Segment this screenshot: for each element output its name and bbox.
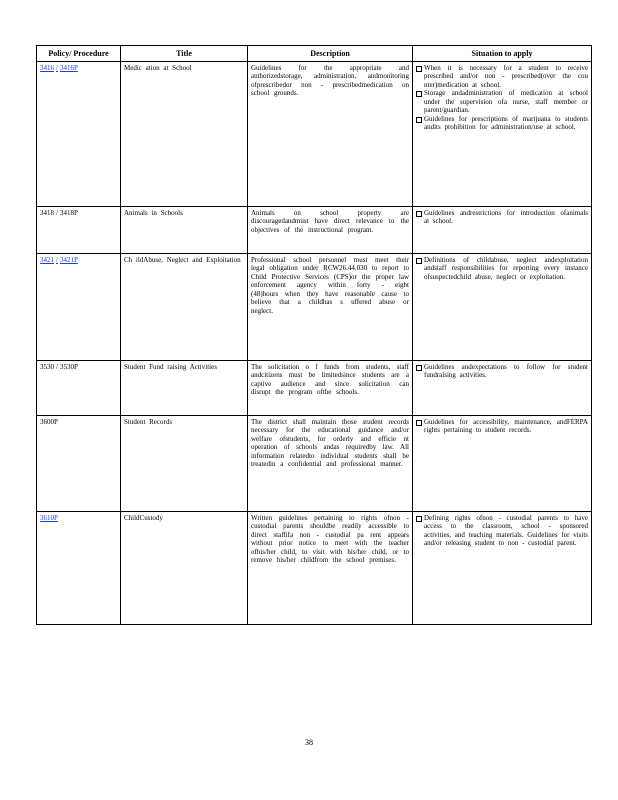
situation-list [416, 64, 588, 132]
situation-item: Guidelines for prescriptions of marijuana to students andits prohibition for administration/use at school. [416, 115, 588, 132]
header-title: Title [121, 46, 248, 62]
title-cell: Student Fund raising Activities [121, 360, 248, 415]
policy-separator: / [56, 208, 58, 217]
policy-code: 3600P [40, 417, 58, 426]
policy-cell [37, 415, 121, 511]
policy-cell [37, 206, 121, 253]
page-number: 38 [305, 738, 313, 747]
situation-item: Guidelines for accessibility, maintenance, andFERPA rights pertaining to student records. [416, 418, 588, 435]
title-cell: Ch ildAbuse, Neglect and Exploitation [121, 253, 248, 360]
description-cell: The district shall maintain those student records necessary for the educational guidance and/or welfare ofstudents, for orderly and efficie nt operation of schools andas requiredby law. All information relatedto individual students shall be treatedin a confidential and professional manner. [248, 415, 413, 511]
situation-item: Guidelines andrestrictions for introduction ofanimals at school. [416, 209, 588, 226]
situation-list [416, 256, 588, 282]
policy-separator: / [56, 255, 58, 264]
title-cell: Animals in Schools [121, 206, 248, 253]
table-row [37, 511, 592, 624]
situation-item: When it is necessary for a student to receive prescribed and/or non - prescribed(over the cou nter)medication at school. [416, 64, 588, 90]
policy-code[interactable]: 3416 [40, 63, 54, 72]
title-cell: ChildCustody [121, 511, 248, 624]
policy-separator: / [56, 63, 58, 72]
policy-cell [37, 360, 121, 415]
description-cell: Professional school personnel must meet their legal obligation under RCW26.44.030 to report to Child Protective Services (CPS)or the proper law enforcement agency within forty - eight (48)hours when they have reasonable cause to believe that a childhas s uffered abuse or neglect. [248, 253, 413, 360]
policy-code: 3418 [40, 208, 54, 217]
situation-list [416, 363, 588, 380]
situation-cell [413, 415, 592, 511]
header-policy: Policy/ Procedure [37, 46, 121, 62]
situation-item: Guidelines andexpectations to follow for student fundraising activities. [416, 363, 588, 380]
policy-separator: / [56, 362, 58, 371]
situation-list [416, 418, 588, 435]
header-description: Description [248, 46, 413, 62]
situation-list [416, 209, 588, 226]
situation-cell [413, 206, 592, 253]
table-row [37, 206, 592, 253]
situation-item: Storage andadministration of medication at school under the supervision ofa nurse, staff member or parent/guardian. [416, 89, 588, 115]
situation-cell [413, 61, 592, 206]
procedure-code: 3530P [59, 362, 78, 371]
description-cell: Guidelines for the appropriate and authorizedstorage, administration, andmonitoring ofprescribedor non - prescribedmedication on school grounds. [248, 61, 413, 206]
description-cell: Written guidelines pertaining to rights ofnon - custodial parents shouldbe readily accessible to direct staffifa non - custodial pa rent appears without prior notice to meet with the teacher ofhis/her child, to visit with his/her child, or to remove his/her childfrom the school premises. [248, 511, 413, 624]
policy-table [36, 45, 592, 625]
table-row [37, 415, 592, 511]
situation-cell [413, 511, 592, 624]
policy-cell [37, 511, 121, 624]
policy-cell [37, 61, 121, 206]
title-cell: Student Records [121, 415, 248, 511]
header-situation: Situation to apply [413, 46, 592, 62]
situation-cell [413, 253, 592, 360]
policy-code[interactable]: 3421 [40, 255, 54, 264]
title-cell: Medic ation at School [121, 61, 248, 206]
situation-cell [413, 360, 592, 415]
procedure-code[interactable]: 3416P [59, 63, 78, 72]
table-row [37, 360, 592, 415]
policy-cell [37, 253, 121, 360]
policy-code: 3530 [40, 362, 54, 371]
situation-list [416, 514, 588, 548]
procedure-code[interactable]: 3421P [59, 255, 78, 264]
situation-item: Defining rights ofnon - custodial parents to have access to the classroom, school - sponsored activities, and teaching materials. Guidelines for visits and/or releasing student to non - custodial parent. [416, 514, 588, 548]
description-cell: The solicitation o f funds from students, staff andcitizens must be limitedsince students are a captive audience and since solicitation can disrupt the program ofthe schools. [248, 360, 413, 415]
situation-item: Definitions of childabuse, neglect andexploitation andstaff responsibilities for reporting every instance ofsuspectedchild abuse, neglect or exploitation. [416, 256, 588, 282]
table-row [37, 61, 592, 206]
table-row [37, 253, 592, 360]
procedure-code: 3418P [59, 208, 78, 217]
header-row [37, 46, 592, 62]
policy-code[interactable]: 3610P [40, 513, 58, 522]
description-cell: Animals on school property are discouragedandmust have direct relevance to the objectives of the instructional program. [248, 206, 413, 253]
